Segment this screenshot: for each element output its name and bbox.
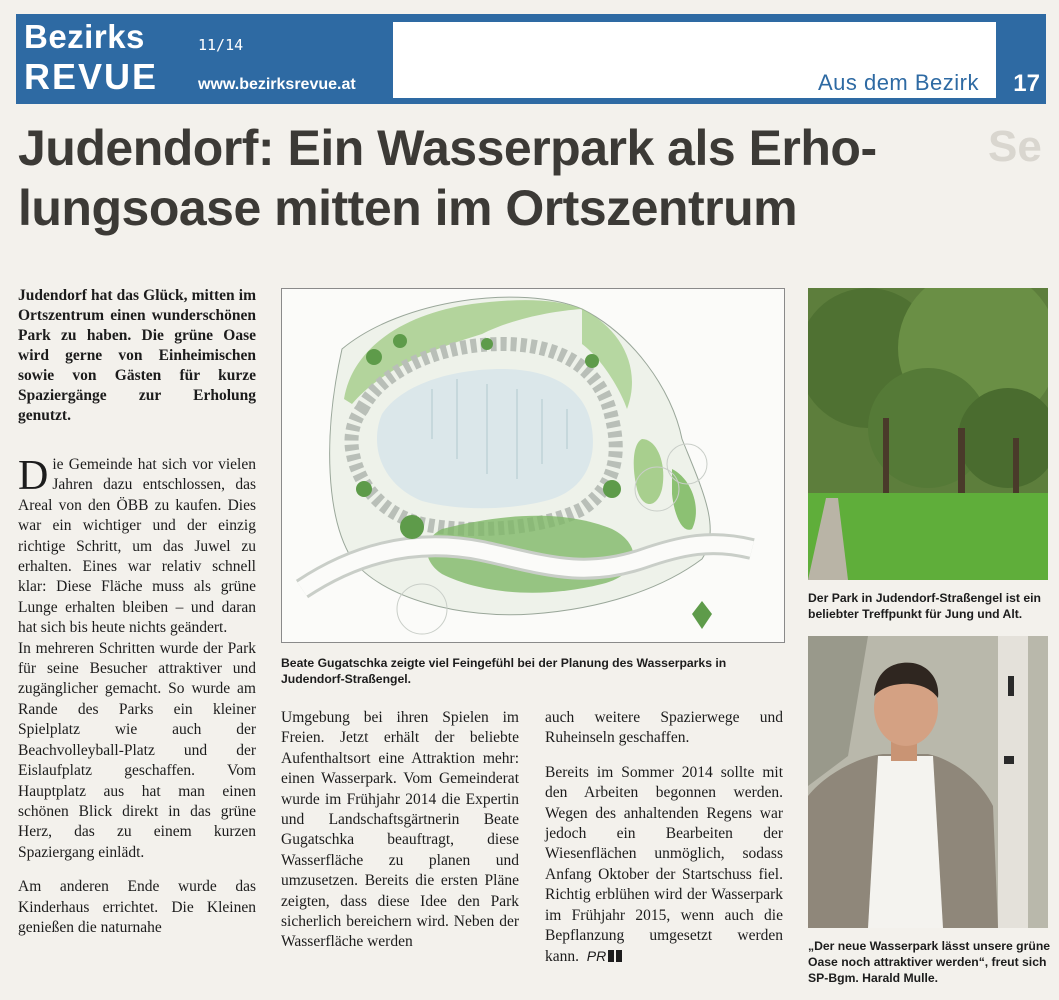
header-ad-box [393, 22, 996, 98]
planner-logo-icon [692, 601, 712, 629]
mayor-photo [808, 636, 1048, 928]
paragraph: auch weitere Spazierwege und Ruheinseln geschaffen. [545, 709, 783, 747]
park-photo-drawing [808, 288, 1048, 580]
park-plan-drawing [282, 289, 784, 642]
paragraph: Am anderen Ende wurde das Kinderhaus errichtet. Die Kleinen genießen die naturnahe [18, 878, 256, 936]
article-headline [18, 118, 1038, 238]
article-column-1 [18, 455, 256, 952]
park-photo [808, 288, 1048, 580]
dropcap: D [18, 453, 49, 499]
author-signature: PR [586, 948, 607, 965]
brand-name-line2: REVUE [24, 56, 159, 97]
paragraph: In mehreren Schritten wurde der Park für seine Besucher attraktiver und zugänglicher gemacht. So wurde am Rande des Parks ein kleiner Spielplatz wie auch der Beachvolleyball-Platz und der Eislaufplatz geschaffen. Vom Hauptplatz aus hat man einen schönen Blick direkt in das grüne Herz, das zu einem kurzen Spaziergang einlädt. [18, 639, 256, 861]
section-title: Aus dem Bezirk [817, 70, 979, 95]
masthead [16, 14, 1046, 104]
paragraph-text: Bereits im Sommer 2014 sollte mit den Arbeiten begonnen werden. Wegen des anhaltenden Regens war jedoch ein Bearbeiten der Wiesenflächen unmöglich, sodass Anfang Oktober der Startschuss fiel. Richtig erblühen wird der Wasserpark im Frühjahr 2015, wenn auch die Bepflanzung umgesetzt werden kann. [545, 763, 783, 966]
paragraph [545, 763, 783, 968]
article-column-2 [281, 708, 519, 967]
paragraph: Umgebung bei ihren Spielen im Freien. Jetzt erhält der beliebte Aufenthaltsort eine Attraktion mehr: einen Wasserpark. Vom Gemeinderat wurde im Frühjahr 2014 die Expertin und Landschaftsgärtnerin Beate Gugatschka beauftragt, diese Wasserfläche zu planen und umzusetzen. Bereits die ersten Pläne zeigten, dass diese Idee den Park sicherlich bereichern wird. Neben der Wasserfläche werden [281, 709, 519, 951]
park-plan-image [281, 288, 785, 643]
headline-line1: Judendorf: Ein Wasserpark als Erho- [18, 120, 877, 176]
paragraph-text: ie Gemeinde hat sich vor vielen Jahren dazu entschlossen, das Areal von den ÖBB zu kaufen. Dies war ein wichtiger und der einzig richtige Schritt, um das Juwel zu erhalten. Eines war relativ schnell klar: Diese Fläche muss als grüne Lunge erhalten bleiben – und daran hat sich bis heute nichts geändert. [18, 456, 256, 637]
paragraph [18, 455, 256, 639]
brand-name-line1: Bezirks [24, 18, 145, 55]
page-number: 17 [1013, 70, 1040, 97]
mayor-photo-drawing [808, 636, 1048, 928]
park-photo-caption: Der Park in Judendorf-Straßengel ist ein beliebter Treffpunkt für Jung und Alt. [808, 591, 1041, 621]
article-lead: Judendorf hat das Glück, mitten im Ortszentrum einen wunderschönen Park zu haben. Die grüne Oase wird gerne von Einheimischen sowie von Gästen für kurze Spaziergänge zur Erholung genutzt. [18, 287, 256, 424]
bleed-through-text: Se [988, 122, 1042, 171]
website-link[interactable]: www.bezirksrevue.at [198, 76, 356, 93]
headline-line2: lungsoase mitten im Ortszentrum [18, 180, 798, 236]
plan-caption: Beate Gugatschka zeigte viel Feingefühl bei der Planung des Wasserparks in Judendorf-Straßengel. [281, 656, 727, 686]
mayor-photo-caption: „Der neue Wasserpark lässt unsere grüne Oase noch attraktiver werden“, freut sich SP-Bgm. Harald Mulle. [808, 939, 1051, 985]
end-mark [616, 950, 622, 962]
article-column-3 [545, 708, 783, 982]
issue-number: 11/14 [198, 36, 244, 54]
end-mark [608, 950, 614, 962]
